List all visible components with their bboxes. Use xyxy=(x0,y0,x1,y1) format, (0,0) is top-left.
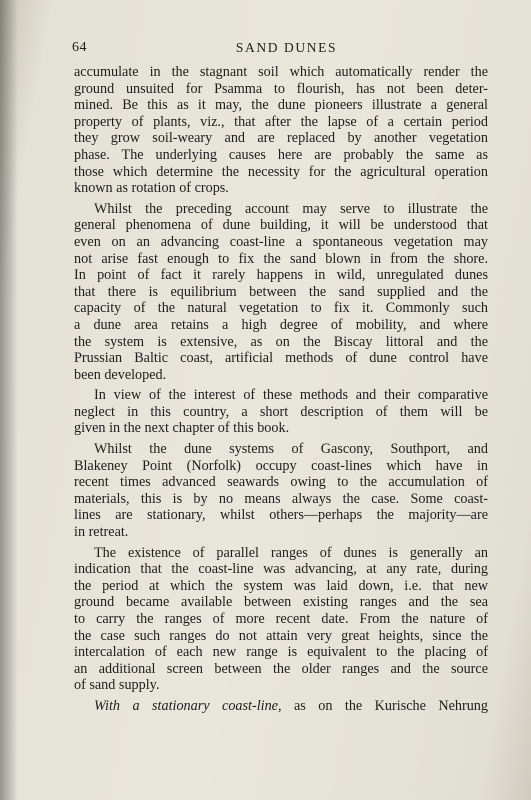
text-line: general phenomena of dune building, it will be understood that xyxy=(74,217,488,234)
text-line: recent times advanced seawards owing to the accumulation of xyxy=(74,474,488,491)
text-line: the system is extensive, as on the Biscay littoral and the xyxy=(74,333,488,350)
text-line: the period at which the system was laid down, i.e. that new xyxy=(74,577,488,594)
text-line: a dune area retains a high degree of mobility, and where xyxy=(74,316,488,333)
text-line: indication that the coast-line was advancing, at any rate, during xyxy=(74,561,488,578)
text-line: that there is equilibrium between the sand supplied and the xyxy=(74,283,488,300)
binding-shadow xyxy=(0,0,18,800)
text-line: Whilst the dune systems of Gascony, Southport, and xyxy=(94,441,488,458)
text-line: an additional screen between the older ranges and the source xyxy=(74,660,488,677)
text-line: ground unsuited for Psamma to flourish, has not been deter- xyxy=(74,80,488,97)
page-header xyxy=(72,40,491,58)
text-line: been developed. xyxy=(74,366,167,383)
text-line xyxy=(74,698,488,715)
text-line: Prussian Baltic coast, artificial methods of dune control have xyxy=(74,350,488,367)
text-line: the case such ranges do not attain very great heights, since the xyxy=(74,627,488,644)
text-line: even on an advancing coast-line a spontaneous vegetation may xyxy=(74,233,488,250)
text-line: Whilst the preceding account may serve to illustrate the xyxy=(94,200,488,217)
italic-lead: With a stationary coast-line, xyxy=(94,697,282,714)
text-line: capacity of the natural vegetation to fix it. Commonly such xyxy=(74,300,488,317)
text-line: given in the next chapter of this book. xyxy=(74,420,290,437)
paragraph xyxy=(74,201,488,384)
text-line: neglect in this country, a short description of them will be xyxy=(74,403,488,420)
text-line: property of plants, viz., that after the lapse of a certain period xyxy=(74,113,488,130)
text-line: to carry the ranges of more recent date. From the nature of xyxy=(74,611,488,627)
text-line: The existence of parallel ranges of dunes is generally an xyxy=(94,544,488,561)
body-text xyxy=(74,64,488,719)
text-line: Blakeney Point (Norfolk) occupy coast-lines which have in xyxy=(74,457,488,474)
text-line: ground became available between existing ranges and the sea xyxy=(74,594,488,611)
paragraph xyxy=(74,545,488,694)
paragraph xyxy=(74,441,488,541)
paragraph xyxy=(74,698,488,715)
text-line: In view of the interest of these methods and their comparative xyxy=(94,387,488,404)
text-line: phase. The underlying causes here are probably the same as xyxy=(74,146,488,163)
text-line: accumulate in the stagnant soil which automatically render the xyxy=(74,64,488,80)
page-number: 64 xyxy=(72,40,87,55)
text-line: in retreat. xyxy=(74,524,129,541)
text-line: mined. Be this as it may, the dune pioneers illustrate a general xyxy=(74,97,488,114)
text-line: they grow soil-weary and are replaced by another vegetation xyxy=(74,130,488,147)
text-line: those which determine the necessity for the agricultural operation xyxy=(74,163,488,180)
paragraph xyxy=(74,387,488,437)
running-head: SAND DUNES xyxy=(235,40,338,55)
text-line: not arise fast enough to fix the sand blown in from the shore. xyxy=(74,250,488,267)
text-line: lines are stationary, whilst others—perhaps the majority—are xyxy=(74,507,488,524)
text-line: materials, this is by no means always the case. Some coast- xyxy=(74,490,488,507)
text-line: known as rotation of crops. xyxy=(74,180,229,197)
paragraph xyxy=(74,64,488,197)
text-line-rest: as on the Kurische Nehrung xyxy=(281,697,488,714)
text-line: intercalation of each new range is equivalent to the placing of xyxy=(74,644,488,661)
text-line: of sand supply. xyxy=(74,677,160,694)
text-line: In point of fact it rarely happens in wild, unregulated dunes xyxy=(74,267,488,284)
